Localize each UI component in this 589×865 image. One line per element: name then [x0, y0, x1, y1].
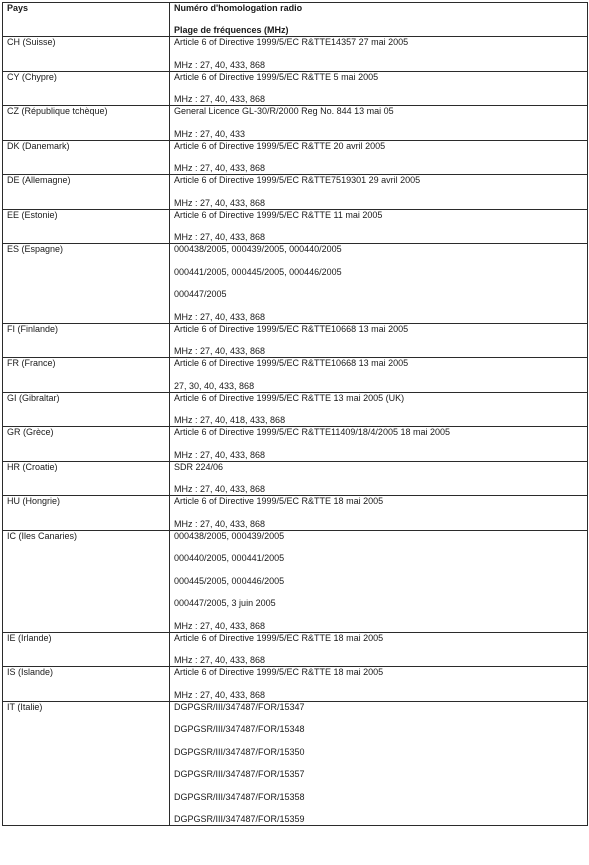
country-cell: [3, 632, 170, 667]
country-cell: [3, 427, 170, 462]
header-info: [170, 3, 588, 37]
homologation-line: 000447/2005, 3 juin 2005: [174, 598, 276, 608]
homologation-line: Article 6 of Directive 1999/5/EC R&TTE14357 27 mai 2005: [174, 37, 409, 47]
homologation-line: MHz : 27, 40, 433, 868: [174, 449, 266, 460]
homologation-line: 000440/2005, 000441/2005: [174, 553, 285, 563]
homologation-line: MHz : 27, 40, 433, 868: [174, 518, 266, 529]
homologation-cell: [170, 667, 588, 702]
table-row: [3, 244, 588, 324]
country-name: HU (Hongrie): [7, 496, 61, 506]
country-cell: [3, 323, 170, 358]
country-name: ES (Espagne): [7, 244, 64, 254]
country-cell: [3, 530, 170, 632]
country-cell: [3, 244, 170, 324]
homologation-line: 000438/2005, 000439/2005: [174, 530, 285, 541]
table-body: [3, 37, 588, 826]
country-cell: [3, 140, 170, 175]
homologation-line: Article 6 of Directive 1999/5/EC R&TTE 20 avril 2005: [174, 140, 386, 151]
homologation-line: MHz : 27, 40, 433, 868: [174, 484, 266, 494]
country-name: DK (Danemark): [7, 140, 70, 151]
country-name: IC (Iles Canaries): [7, 530, 78, 541]
homologation-cell: [170, 209, 588, 244]
homologation-line: MHz : 27, 40, 433: [174, 128, 246, 139]
homologation-cell: [170, 530, 588, 632]
homologation-cell: [170, 392, 588, 427]
homologation-line: MHz : 27, 40, 433, 868: [174, 94, 266, 104]
table-row: [3, 71, 588, 106]
homologation-cell: [170, 496, 588, 531]
homologation-line: MHz : 27, 40, 433, 868: [174, 197, 266, 208]
homologation-line: MHz : 27, 40, 433, 868: [174, 163, 266, 173]
header-frequency-label: Plage de fréquences (MHz): [174, 25, 289, 35]
homologation-line: Article 6 of Directive 1999/5/EC R&TTE10668 13 mai 2005: [174, 358, 409, 368]
country-cell: [3, 106, 170, 141]
homologation-line: General Licence GL-30/R/2000 Reg No. 844 13 mai 05: [174, 106, 394, 116]
homologation-cell: [170, 358, 588, 393]
homologation-line: MHz : 27, 40, 433, 868: [174, 689, 266, 700]
homologation-line: 000445/2005, 000446/2005: [174, 575, 285, 586]
homologation-line: MHz : 27, 40, 433, 868: [174, 346, 266, 356]
homologation-line: DGPGSR/III/347487/FOR/15348: [174, 724, 305, 734]
homologation-cell: [170, 461, 588, 496]
homologation-line: DGPGSR/III/347487/FOR/15347: [174, 701, 305, 712]
country-name: EE (Estonie): [7, 209, 58, 220]
homologation-line: Article 6 of Directive 1999/5/EC R&TTE11409/18/4/2005 18 mai 2005: [174, 427, 450, 437]
country-cell: [3, 175, 170, 210]
homologation-line: MHz : 27, 40, 433, 868: [174, 655, 266, 665]
table-row: [3, 175, 588, 210]
table-row: [3, 323, 588, 358]
homologation-line: 000441/2005, 000445/2005, 000446/2005: [174, 266, 342, 277]
homologation-line: Article 6 of Directive 1999/5/EC R&TTE7519301 29 avril 2005: [174, 175, 421, 185]
homologation-line: MHz : 27, 40, 418, 433, 868: [174, 415, 286, 425]
homologation-table: [2, 2, 588, 826]
homologation-cell: [170, 175, 588, 210]
homologation-line: MHz : 27, 40, 433, 868: [174, 232, 266, 242]
homologation-line: 27, 30, 40, 433, 868: [174, 380, 255, 391]
homologation-cell: [170, 632, 588, 667]
table-row: [3, 667, 588, 702]
country-cell: [3, 358, 170, 393]
homologation-line: Article 6 of Directive 1999/5/EC R&TTE10668 13 mai 2005: [174, 323, 409, 334]
country-cell: [3, 701, 170, 826]
country-cell: [3, 71, 170, 106]
homologation-line: DGPGSR/III/347487/FOR/15350: [174, 746, 305, 757]
homologation-line: MHz : 27, 40, 433, 868: [174, 311, 266, 322]
table-row: [3, 530, 588, 632]
country-name: DE (Allemagne): [7, 175, 71, 185]
homologation-line: Article 6 of Directive 1999/5/EC R&TTE 18 mai 2005: [174, 632, 384, 643]
table-row: [3, 427, 588, 462]
table-header-row: [3, 3, 588, 37]
table-row: [3, 701, 588, 826]
header-homologation-label: Numéro d'homologation radio: [174, 3, 303, 13]
table-row: [3, 140, 588, 175]
homologation-line: Article 6 of Directive 1999/5/EC R&TTE 13 mai 2005 (UK): [174, 392, 405, 403]
homologation-line: DGPGSR/III/347487/FOR/15358: [174, 791, 305, 802]
homologation-cell: [170, 140, 588, 175]
homologation-line: DGPGSR/III/347487/FOR/15359: [174, 814, 305, 824]
table-row: [3, 496, 588, 531]
table-row: [3, 392, 588, 427]
country-cell: [3, 209, 170, 244]
country-cell: [3, 37, 170, 72]
country-name: FR (France): [7, 358, 56, 368]
country-cell: [3, 461, 170, 496]
table-row: [3, 632, 588, 667]
country-name: CY (Chypre): [7, 71, 57, 82]
homologation-line: MHz : 27, 40, 433, 868: [174, 59, 266, 70]
homologation-line: SDR 224/06: [174, 461, 224, 472]
country-name: IS (Islande): [7, 667, 54, 677]
homologation-cell: [170, 106, 588, 141]
country-name: FI (Finlande): [7, 323, 59, 334]
homologation-cell: [170, 71, 588, 106]
homologation-cell: [170, 244, 588, 324]
homologation-line: 000438/2005, 000439/2005, 000440/2005: [174, 244, 342, 254]
table-row: [3, 106, 588, 141]
country-name: HR (Croatie): [7, 461, 58, 472]
country-name: CH (Suisse): [7, 37, 56, 47]
homologation-line: Article 6 of Directive 1999/5/EC R&TTE 5 mai 2005: [174, 71, 379, 82]
homologation-line: 000447/2005: [174, 289, 227, 299]
country-name: IT (Italie): [7, 701, 43, 712]
homologation-line: DGPGSR/III/347487/FOR/15357: [174, 769, 305, 779]
homologation-cell: [170, 37, 588, 72]
homologation-line: Article 6 of Directive 1999/5/EC R&TTE 18 mai 2005: [174, 496, 384, 506]
country-name: CZ (République tchèque): [7, 106, 108, 116]
country-cell: [3, 667, 170, 702]
country-cell: [3, 496, 170, 531]
country-cell: [3, 392, 170, 427]
header-country-label: Pays: [7, 3, 29, 13]
table-row: [3, 209, 588, 244]
country-name: GI (Gibraltar): [7, 392, 60, 403]
homologation-line: MHz : 27, 40, 433, 868: [174, 620, 266, 631]
country-name: GR (Grèce): [7, 427, 54, 437]
table-row: [3, 358, 588, 393]
homologation-cell: [170, 323, 588, 358]
homologation-line: Article 6 of Directive 1999/5/EC R&TTE 18 mai 2005: [174, 667, 384, 677]
header-country: [3, 3, 170, 37]
homologation-line: Article 6 of Directive 1999/5/EC R&TTE 11 mai 2005: [174, 209, 383, 220]
country-name: IE (Irlande): [7, 632, 52, 643]
table-row: [3, 37, 588, 72]
homologation-cell: [170, 701, 588, 826]
homologation-cell: [170, 427, 588, 462]
table-row: [3, 461, 588, 496]
